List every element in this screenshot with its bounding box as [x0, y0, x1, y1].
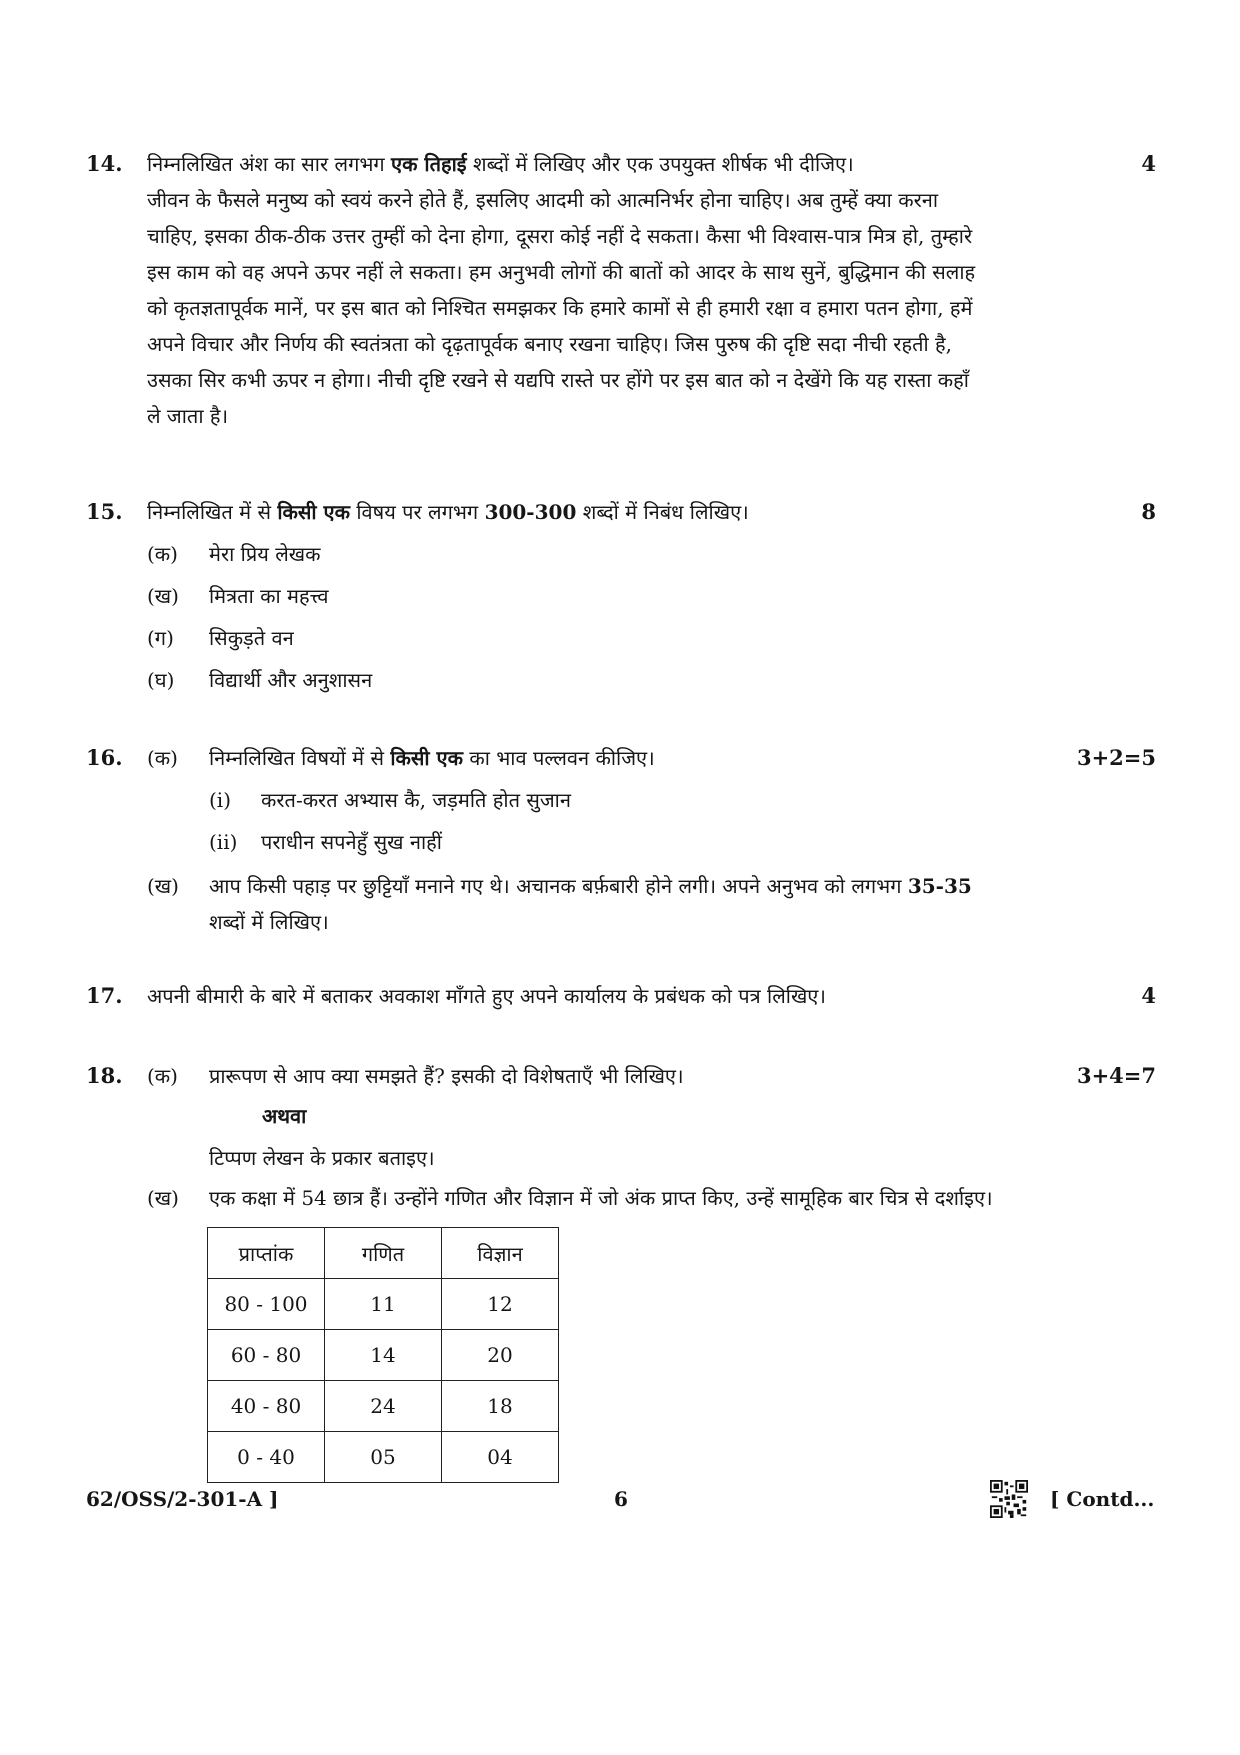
table-row [208, 1381, 559, 1432]
table-header: प्राप्तांक [208, 1228, 325, 1279]
or-label: अथवा [262, 1104, 307, 1128]
question-marks: 4 [1141, 983, 1156, 1008]
question-marks: 3+2=5 [1076, 745, 1156, 770]
passage-line: उसका सिर कभी ऊपर न होगा। नीची दृष्टि रखने से यद्यपि रास्ते पर होंगे पर इस बात को न देखेंगे कि यह रास्ता कहाँ [147, 368, 969, 392]
passage-line: जीवन के फैसले मनुष्य को स्वयं करने होते हैं, इसलिए आदमी को आत्मनिर्भर होना चाहिए। अब तुम्हें क्या करना [147, 188, 939, 212]
table-cell: 80 - 100 [208, 1279, 325, 1330]
table-header-row [208, 1228, 559, 1279]
option-gha: (घ) विद्यार्थी और अनुशासन [147, 668, 373, 692]
table-cell: 12 [442, 1279, 559, 1330]
table-row [208, 1279, 559, 1330]
passage [147, 182, 1147, 434]
subquestion-kha-continued: शब्दों में लिखिए। [209, 910, 329, 934]
table-row [208, 1330, 559, 1381]
question-marks: 8 [1141, 499, 1156, 524]
qr-code-icon [990, 1480, 1028, 1518]
question-stem: निम्नलिखित अंश का सार लगभग एक तिहाई शब्दों में लिखिए और एक उपयुक्त शीर्षक भी दीजिए। [147, 152, 854, 176]
question-stem: निम्नलिखित में से किसी एक विषय पर लगभग 300-300 शब्दों में निबंध लिखिए। [147, 500, 749, 524]
topic-item: (i) करत-करत अभ्यास कै, जड़मति होत सुजान [209, 788, 571, 812]
table-row [208, 1432, 559, 1483]
table-cell: 60 - 80 [208, 1330, 325, 1381]
table-cell: 0 - 40 [208, 1432, 325, 1483]
table-header: गणित [325, 1228, 442, 1279]
table-cell: 11 [325, 1279, 442, 1330]
passage-line: चाहिए, इसका ठीक-ठीक उत्तर तुम्हीं को देना होगा, दूसरा कोई नहीं दे सकता। कैसा भी विश्वास-पात्र मित्र हो, तुम्हारे [147, 224, 973, 248]
passage-line: को कृतज्ञतापूर्वक मानें, पर इस बात को निश्चित समझकर कि हमारे कामों से ही हमारी रक्षा व हमारा पतन होगा, हमें [147, 296, 973, 320]
table-cell: 24 [325, 1381, 442, 1432]
subquestion-kha: (ख) आप किसी पहाड़ पर छुट्टियाँ मनाने गए थे। अचानक बर्फ़बारी होने लगी। अपने अनुभव को लगभग 35-35 [147, 874, 972, 898]
subquestion-ka: (क) प्रारूपण से आप क्या समझते हैं? इसकी दो विशेषताएँ भी लिखिए। [147, 1064, 684, 1088]
question-stem: अपनी बीमारी के बारे में बताकर अवकाश माँगते हुए अपने कार्यालय के प्रबंधक को पत्र लिखिए। [147, 984, 826, 1008]
alternative-question: टिप्पण लेखन के प्रकार बताइए। [209, 1146, 435, 1170]
table-cell: 18 [442, 1381, 559, 1432]
table-cell: 04 [442, 1432, 559, 1483]
continued-label: [ Contd... [1050, 1487, 1155, 1511]
option-ka: (क) मेरा प्रिय लेखक [147, 542, 321, 566]
passage-line: अपने विचार और निर्णय की स्वतंत्रता को दृढ़तापूर्वक बनाए रखना चाहिए। जिस पुरुष की दृष्टि सदा नीची रहती है, [147, 332, 952, 356]
option-kha: (ख) मित्रता का महत्त्व [147, 584, 329, 608]
paper-code: 62/OSS/2-301-A ] [86, 1487, 279, 1511]
question-number: 14. [86, 151, 123, 176]
table-header: विज्ञान [442, 1228, 559, 1279]
page-number: 6 [614, 1487, 628, 1511]
table-cell: 05 [325, 1432, 442, 1483]
table-cell: 40 - 80 [208, 1381, 325, 1432]
question-marks: 3+4=7 [1076, 1063, 1156, 1088]
subquestion-ka: (क) निम्नलिखित विषयों में से किसी एक का भाव पल्लवन कीजिए। [147, 746, 655, 770]
question-number: 17. [86, 983, 123, 1008]
question-marks: 4 [1141, 151, 1156, 176]
question-number: 16. [86, 745, 123, 770]
marks-table [207, 1227, 559, 1483]
subquestion-kha: (ख) एक कक्षा में 54 छात्र हैं। उन्होंने गणित और विज्ञान में जो अंक प्राप्त किए, उन्हें सामूहिक बार चित्र से दर्शाइए। [147, 1186, 993, 1210]
passage-line: इस काम को वह अपने ऊपर नहीं ले सकता। हम अनुभवी लोगों की बातों को आदर के साथ सुनें, बुद्धिमान की सलाह [147, 260, 976, 284]
table-cell: 20 [442, 1330, 559, 1381]
passage-line: ले जाता है। [147, 404, 229, 428]
table-cell: 14 [325, 1330, 442, 1381]
option-ga: (ग) सिकुड़ते वन [147, 626, 294, 650]
topic-item: (ii) पराधीन सपनेहुँ सुख नाहीं [209, 830, 442, 854]
question-number: 18. [86, 1063, 123, 1088]
question-number: 15. [86, 499, 123, 524]
